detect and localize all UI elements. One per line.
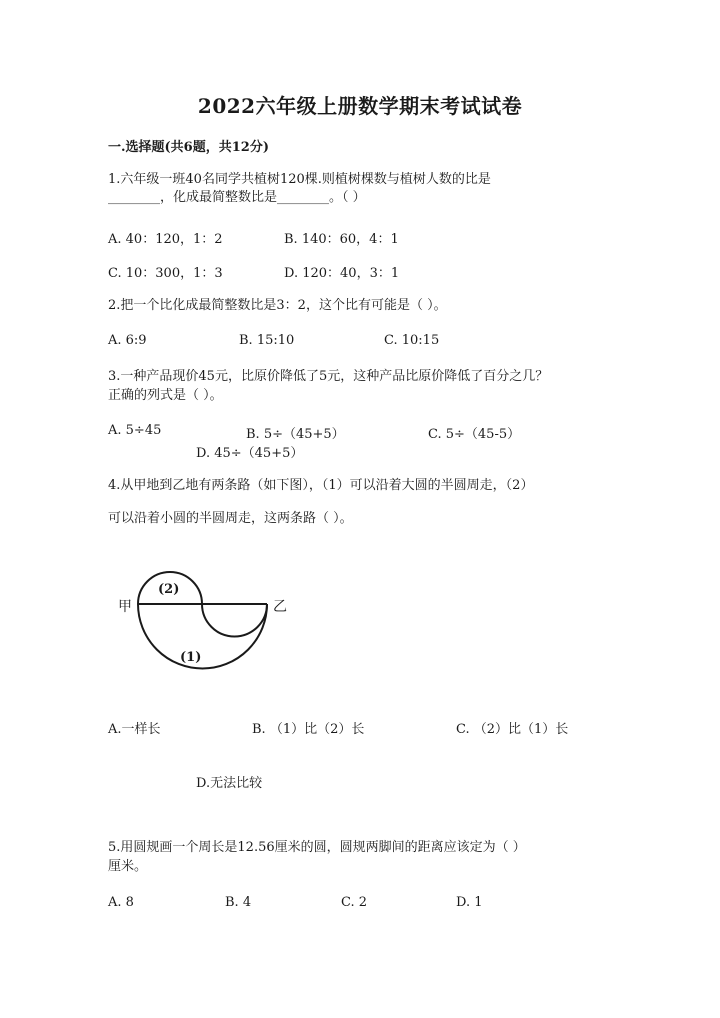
q1-stem-line1: 1.六年级一班40名同学共植树120棵.则植树棵数与植树人数的比是 [108,172,491,187]
q2-option-b[interactable]: B. 15:10 [239,333,295,348]
q1-option-b[interactable]: B. 140：60，4：1 [284,232,399,247]
q3-option-b[interactable]: B. 5÷（45+5） [246,427,345,442]
q5-option-b[interactable]: B. 4 [225,895,252,910]
section-heading: 一.选择题(共6题，共12分) [108,140,269,155]
q4-option-c[interactable]: C. （2）比（1）长 [456,722,569,737]
route-1-label: (1) [180,650,202,665]
q4-option-a[interactable]: A.一样长 [108,722,161,737]
q1-stem-line2: ________，化成最简整数比是________。（ ） [108,190,366,205]
q1-option-d[interactable]: D. 120：40，3：1 [284,266,400,281]
q2-option-a[interactable]: A. 6:9 [108,333,147,348]
page-title: 2022六年级上册数学期末考试试卷 [197,94,523,118]
q5-stem-line2: 厘米。 [108,859,148,874]
q5-stem-line1: 5.用圆规画一个周长是12.56厘米的圆，圆规两脚间的距离应该定为（ ） [108,840,526,855]
end-point-label: 乙 [273,599,287,615]
q3-stem-line2: 正确的列式是（ ）。 [108,388,223,403]
q5-option-a[interactable]: A. 8 [108,895,134,910]
start-point-label: 甲 [118,599,132,615]
q4-option-d[interactable]: D.无法比较 [196,776,263,791]
q2-option-c[interactable]: C. 10:15 [384,333,440,348]
q3-option-d[interactable]: D. 45÷（45+5） [196,446,304,461]
q1-option-c[interactable]: C. 10：300，1：3 [108,266,223,281]
q3-option-a[interactable]: A. 5÷45 [108,423,162,438]
route-2-label: (2) [158,582,180,597]
q5-option-d[interactable]: D. 1 [456,895,483,910]
lower-small-semicircle [202,604,267,637]
two-routes-figure [108,555,308,685]
q4-option-b[interactable]: B. （1）比（2）长 [252,722,365,737]
q4-stem-line2: 可以沿着小圆的半圆周走，这两条路（ ）。 [108,511,353,526]
q3-option-c[interactable]: C. 5÷（45-5） [428,427,521,442]
q5-option-c[interactable]: C. 2 [341,895,368,910]
q4-stem-line1: 4.从甲地到乙地有两条路（如下图），（1）可以沿着大圆的半圆周走，（2） [108,478,534,493]
q2-stem: 2.把一个比化成最简整数比是3：2，这个比有可能是（ ）。 [108,298,447,313]
q1-option-a[interactable]: A. 40：120，1：2 [108,232,223,247]
q3-stem-line1: 3.一种产品现价45元，比原价降低了5元，这种产品比原价降低了百分之几？ [108,369,549,384]
